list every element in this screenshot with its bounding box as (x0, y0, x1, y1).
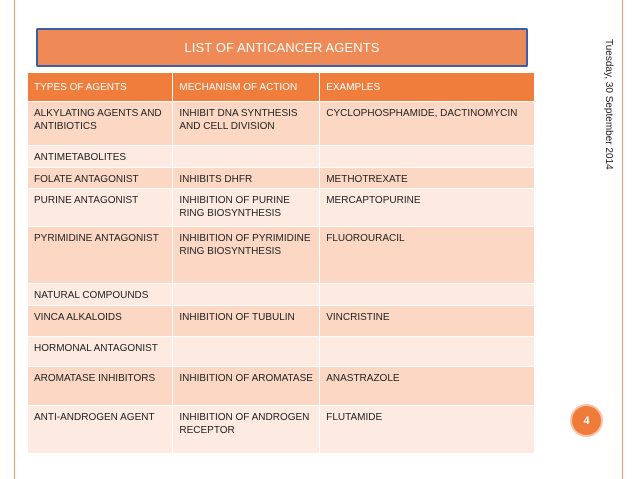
table-row (28, 305, 535, 336)
slide-title: LIST OF ANTICANCER AGENTS (36, 28, 528, 67)
cell-example: FLUOROURACIL (320, 226, 535, 283)
right-border-line (622, 0, 623, 479)
agents-table (28, 73, 535, 454)
cell-example: VINCRISTINE (320, 305, 535, 336)
cell-mechanism: INHIBITION OF ANDROGEN RECEPTOR (173, 405, 320, 453)
table-row (28, 405, 535, 453)
table-row (28, 101, 535, 145)
table-row (28, 167, 535, 188)
cell-mechanism: INHIBIT DNA SYNTHESIS AND CELL DIVISION (173, 101, 320, 145)
cell-mechanism: INHIBITS DHFR (173, 167, 320, 188)
cell-type: NATURAL COMPOUNDS (28, 283, 173, 305)
cell-type: ANTI-ANDROGEN AGENT (28, 405, 173, 453)
cell-type: VINCA ALKALOIDS (28, 305, 173, 336)
cell-type: AROMATASE INHIBITORS (28, 366, 173, 405)
cell-example (320, 283, 535, 305)
cell-example: FLUTAMIDE (320, 405, 535, 453)
cell-mechanism (173, 283, 320, 305)
table-row (28, 145, 535, 167)
cell-type: ALKYLATING AGENTS AND ANTIBIOTICS (28, 101, 173, 145)
cell-type: PYRIMIDINE ANTAGONIST (28, 226, 173, 283)
cell-type: HORMONAL ANTAGONIST (28, 336, 173, 366)
cell-mechanism: INHIBITION OF TUBULIN (173, 305, 320, 336)
page-number-badge: 4 (572, 406, 601, 435)
table-row (28, 188, 535, 226)
cell-example: CYCLOPHOSPHAMIDE, DACTINOMYCIN (320, 101, 535, 145)
slide-date: Tuesday, 30 September 2014 (603, 38, 614, 170)
header-mechanism: MECHANISM OF ACTION (173, 73, 320, 101)
date-box (584, 34, 614, 174)
cell-type: PURINE ANTAGONIST (28, 188, 173, 226)
table-header-row (28, 73, 535, 101)
cell-example (320, 336, 535, 366)
table-row (28, 336, 535, 366)
table-row (28, 283, 535, 305)
left-border-line (14, 0, 15, 479)
cell-mechanism (173, 145, 320, 167)
cell-mechanism: INHIBITION OF PYRIMIDINE RING BIOSYNTHESIS (173, 226, 320, 283)
table-row (28, 226, 535, 283)
cell-example: MERCAPTOPURINE (320, 188, 535, 226)
cell-type: ANTIMETABOLITES (28, 145, 173, 167)
cell-example: METHOTREXATE (320, 167, 535, 188)
cell-example: ANASTRAZOLE (320, 366, 535, 405)
cell-mechanism (173, 336, 320, 366)
table-row (28, 366, 535, 405)
header-types: TYPES OF AGENTS (28, 73, 173, 101)
cell-mechanism: INHIBITION OF PURINE RING BIOSYNTHESIS (173, 188, 320, 226)
header-examples: EXAMPLES (320, 73, 535, 101)
cell-type: FOLATE ANTAGONIST (28, 167, 173, 188)
cell-mechanism: INHIBITION OF AROMATASE (173, 366, 320, 405)
cell-example (320, 145, 535, 167)
